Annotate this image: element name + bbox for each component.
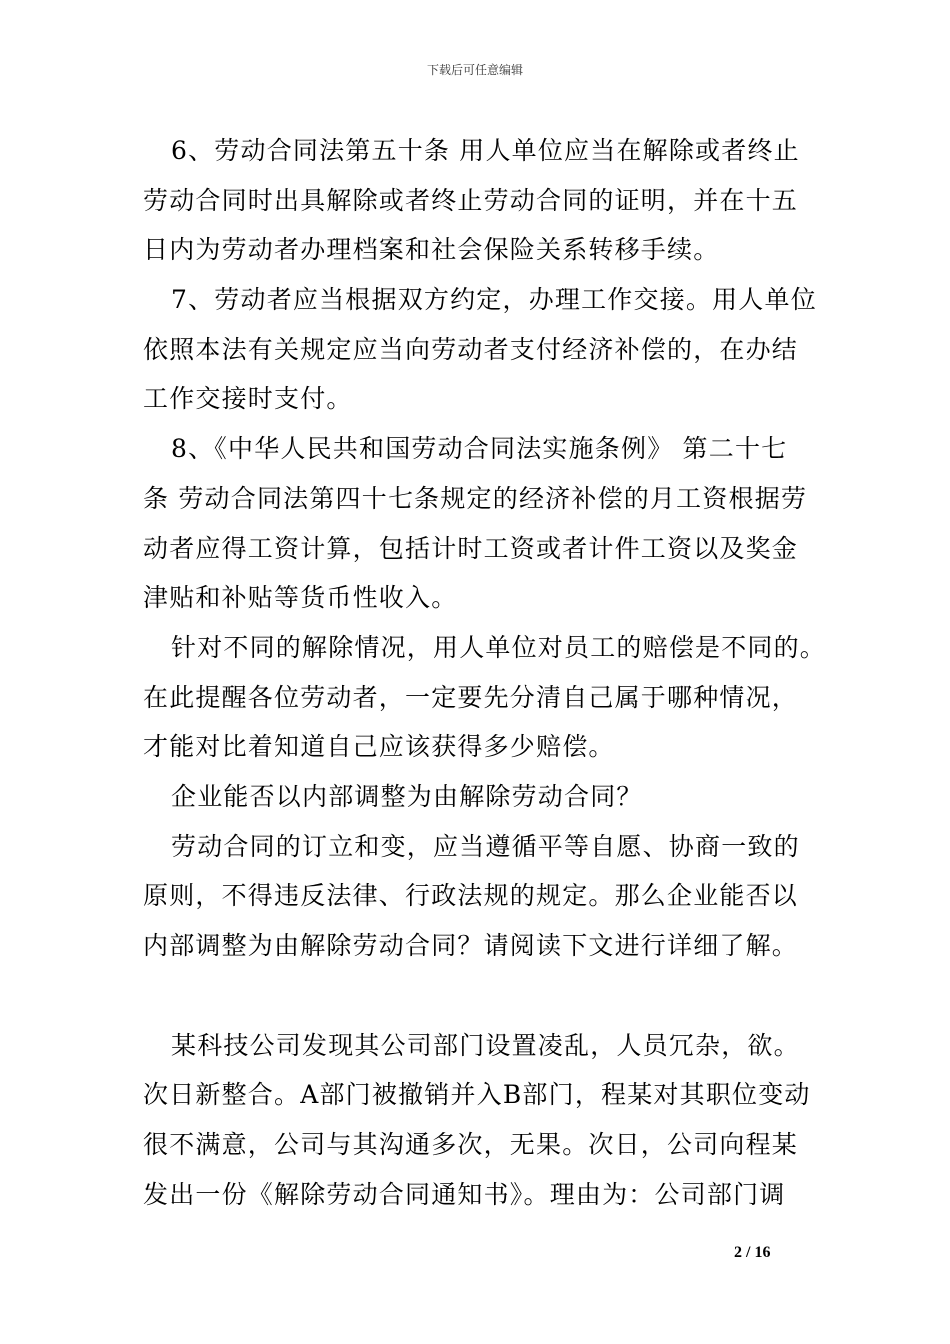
paragraph-article-6 [143, 126, 811, 275]
text-line: 津贴和补贴等货币性收入。 [143, 583, 458, 613]
text-line: 工作交接时支付。 [143, 384, 353, 414]
document-body [143, 126, 827, 1219]
text-line: 针对不同的解除情况，用人单位对员工的赔偿是不同的。 [171, 632, 827, 662]
paragraph-article-8 [143, 424, 811, 623]
section-heading [143, 772, 811, 822]
text-line: 8、《中华人民共和国劳动合同法实施条例》 第二十七 [171, 434, 788, 464]
text-line: 很不满意，公司与其沟通多次，无果。次日，公司向程某 [143, 1130, 799, 1160]
text-line: 6、劳动合同法第五十条 用人单位应当在解除或者终止 [171, 136, 800, 165]
paragraph-case [143, 1021, 811, 1220]
text-line: 动者应得工资计算，包括计时工资或者计件工资以及奖金 [143, 533, 799, 563]
text-line: 劳动合同时出具解除或者终止劳动合同的证明，并在十五 [143, 185, 799, 215]
paragraph-reminder [143, 623, 827, 772]
text-line: 某科技公司发现其公司部门设置凌乱，人员冗杂，欲。 [171, 1030, 800, 1060]
text-line: 劳动合同的订立和变，应当遵循平等自愿、协商一致的 [171, 831, 800, 861]
text-line: 原则，不得违反法律、行政法规的规定。那么企业能否以 [143, 881, 799, 911]
paragraph-intro [143, 822, 811, 971]
text-line: 发出一份《解除劳动合同通知书》。理由为：公司部门调 [143, 1179, 786, 1209]
paragraph-article-7 [143, 275, 817, 424]
page-header: 下载后可任意编辑 [426, 63, 523, 77]
page-number: 2 / 16 [734, 1244, 771, 1261]
paragraph-spacer [143, 971, 811, 1021]
text-line: 条 劳动合同法第四十七条规定的经济补偿的月工资根据劳 [143, 483, 808, 513]
text-line: 企业能否以内部调整为由解除劳动合同？ [171, 781, 643, 811]
text-line: 7、劳动者应当根据双方约定，办理工作交接。用人单位 [171, 285, 817, 315]
text-line: 才能对比着知道自己应该获得多少赔偿。 [143, 732, 615, 762]
text-line: 次日新整合。A部门被撤销并入B部门，程某对其职位变动 [143, 1080, 811, 1110]
text-line: 依照本法有关规定应当向劳动者支付经济补偿的，在办结 [143, 334, 799, 364]
text-line: 日内为劳动者办理档案和社会保险关系转移手续。 [143, 235, 720, 265]
text-line: 内部调整为由解除劳动合同？请阅读下文进行详细了解。 [143, 931, 799, 960]
text-line: 在此提醒各位劳动者，一定要先分清自己属于哪种情况， [143, 682, 799, 712]
